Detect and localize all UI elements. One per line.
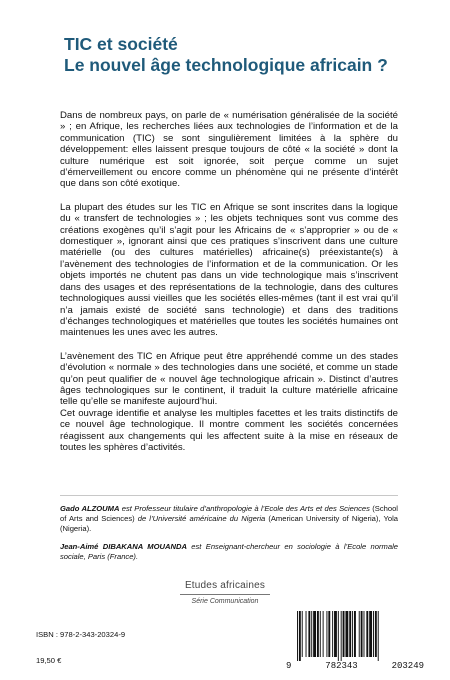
barcode-digit-prefix: 9 <box>286 661 292 671</box>
barcode-bar <box>341 611 342 661</box>
author-bio-2: Jean-Aimé DIBAKANA MOUANDA est Enseignant-chercheur en sociologie à l’Ecole normale sociale, Paris (France). <box>60 542 398 561</box>
barcode-bar <box>361 611 363 657</box>
barcode-bar <box>323 611 324 657</box>
book-title-block <box>64 34 434 76</box>
author-name-2: Jean-Aimé DIBAKANA MOUANDA <box>60 542 187 551</box>
barcode-bar <box>326 611 327 657</box>
barcode-bar <box>375 611 377 657</box>
blurb <box>60 110 398 465</box>
barcode-bar <box>320 611 321 657</box>
series-label <box>170 580 280 605</box>
barcode-bar <box>354 611 356 657</box>
barcode-bar <box>338 611 339 661</box>
barcode-bar <box>302 611 303 657</box>
barcode-bar <box>334 611 337 657</box>
barcode-bar <box>369 611 372 657</box>
blurb-paragraph-2: La plupart des études sur les TIC en Afrique se sont inscrites dans la logique du « transfert de technologies » ; les objets techniques sont vus comme des créations exogènes qu’il s’agit pour les Africains de « s’approprier » ou de « domestiquer », ignorant ainsi que ces pratiques s’inscrivent dans une culture matérielle (ou des cultures matérielles) africaine(s) préexistante(s) à l’avènement des technologies de l’information et de la communication. Or les objets importés ne chutent pas dans un vide technologique mais s’inscrivent dans des usages et des représentations de la technologie, dans des cultures technologiques aussi vieilles que les sociétés elles-mêmes (tant il est vrai qu’il n’a jamais existé de société sans technologie) et dans des traditions d’échanges technologiques et matérielles que toutes les sociétés humaines ont maintenues les unes avec les autres. <box>60 201 398 339</box>
barcode-bar <box>343 611 345 657</box>
barcode-bar <box>311 611 312 657</box>
blurb-paragraph-1: Dans de nombreux pays, on parle de « numérisation généralisée de la société » ; en Afrique, les recherches liées aux technologies de l’information et de la communication (TIC) se sont singulièrement limitées à la sphère du développement: elles laissent presque toujours de côté « la société » dont la culture numérique est soit ignorée, soit perçue comme un sujet d’émerveillement ou encore comme un phénomène qui ne présente d’intérêt que dans son côté exotique. <box>60 110 398 190</box>
series-subtitle: Série Communication <box>191 598 259 605</box>
barcode-bar <box>359 611 360 657</box>
barcode-bar <box>313 611 316 657</box>
series-title: Etudes africaines <box>184 580 266 591</box>
barcode-bar <box>332 611 333 657</box>
series-divider <box>180 594 270 595</box>
divider <box>60 495 398 496</box>
author-name-1: Gado ALZOUMA <box>60 504 120 513</box>
barcode-bar <box>366 611 368 657</box>
barcode-bar <box>364 611 365 657</box>
author-bios <box>60 504 398 570</box>
barcode-bar <box>349 611 351 657</box>
barcode-bar <box>308 611 310 657</box>
barcode-bar <box>373 611 374 657</box>
barcode-bar <box>299 611 301 661</box>
barcode-bar <box>352 611 353 657</box>
price: 19,50 € <box>36 656 62 665</box>
barcode-digit-group-1: 782343 <box>325 661 358 671</box>
barcode-digits <box>286 661 424 671</box>
barcode-bar <box>306 611 307 657</box>
isbn: ISBN : 978-2-343-20324-9 <box>36 630 126 639</box>
barcode-bar <box>328 611 330 657</box>
book-title: TIC et société <box>64 34 178 54</box>
barcode-bar <box>345 611 348 657</box>
barcode <box>295 611 415 661</box>
barcode-bar <box>297 611 298 661</box>
barcode-digit-group-2: 203249 <box>391 661 424 671</box>
blurb-paragraph-4: Cet ouvrage identifie et analyse les multiples facettes et les traits distinctifs de ce nouvel âge technologique. Il montre comment les sociétés concernées réagissent aux changements qui les affectent suite à la mise en réseaux de toutes les sphères d’activités. <box>60 407 398 453</box>
barcode-bar <box>317 611 319 657</box>
blurb-paragraph-3: L’avènement des TIC en Afrique peut être appréhendé comme un des stades d’évolution « normale » des technologies dans une société, et comme un stade qu’on peut qualifier de « nouvel âge technologique africain ». Distinct d’autres âges technologiques sur le continent, il traduit la culture matérielle africaine telle qu’elle se manifeste aujourd’hui. <box>60 350 398 408</box>
author-bio-1: Gado ALZOUMA est Professeur titulaire d’anthropologie à l’Ecole des Arts et des Sciences (School of Arts and Sciences) de l’Université américaine du Nigeria (American University of Nigeria), Yola (Nigeria). <box>60 504 398 533</box>
book-subtitle: Le nouvel âge technologique africain ? <box>64 55 388 75</box>
barcode-bar <box>378 611 379 661</box>
